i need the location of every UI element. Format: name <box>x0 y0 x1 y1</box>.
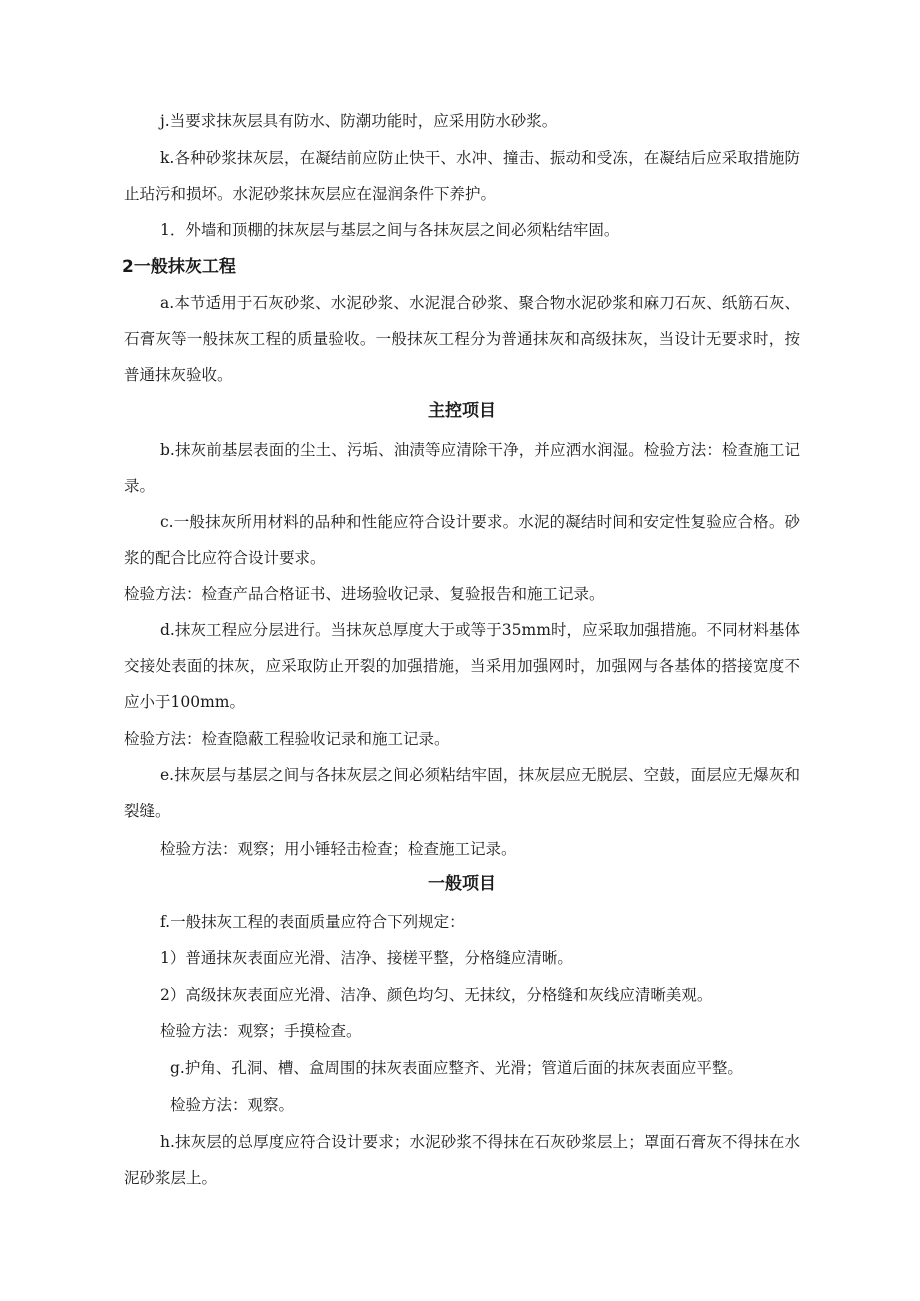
paragraph-d-check: 检验方法：检查隐蔽工程验收记录和施工记录。 <box>124 730 450 748</box>
paragraph-g-check: 检验方法：观察。 <box>170 1096 295 1114</box>
paragraph-c: c.一般抹灰所用材料的品种和性能应符合设计要求。水泥的凝结时间和安定性复验应合格。砂浆的配合比应符合设计要求。 <box>124 513 800 567</box>
paragraph-e-check: 检验方法：观察；用小锤轻击检查；检查施工记录。 <box>160 840 517 858</box>
paragraph-k: k.各种砂浆抹灰层，在凝结前应防止快干、水冲、撞击、振动和受冻，在凝结后应采取措施防止玷污和损坏。水泥砂浆抹灰层应在湿润条件下养护。 <box>124 149 800 203</box>
paragraph-d: d.抹灰工程应分层进行。当抹灰总厚度大于或等于35mm时，应采取加强措施。不同材料基体交接处表面的抹灰，应采取防止开裂的加强措施，当采用加强网时，加强网与各基体的搭接宽度不应小于100mm。 <box>124 621 800 711</box>
paragraph-b: b.抹灰前基层表面的尘土、污垢、油渍等应清除干净，并应洒水润湿。检验方法：检查施工记录。 <box>124 441 800 495</box>
section-heading: 2一般抹灰工程 <box>122 257 236 277</box>
paragraph-f1: 1）普通抹灰表面应光滑、洁净、接槎平整，分格缝应清晰。 <box>160 949 573 967</box>
paragraph-f: f.一般抹灰工程的表面质量应符合下列规定： <box>160 913 465 931</box>
general-items-heading: 一般项目 <box>428 874 496 894</box>
paragraph-c-check: 检验方法：检查产品合格证书、进场验收记录、复验报告和施工记录。 <box>124 585 605 603</box>
paragraph-h: h.抹灰层的总厚度应符合设计要求；水泥砂浆不得抹在石灰砂浆层上；罩面石膏灰不得抹在水泥砂浆层上。 <box>124 1133 800 1187</box>
paragraph-f-check: 检验方法：观察；手摸检查。 <box>160 1022 362 1040</box>
paragraph-g: g.护角、孔洞、槽、盒周围的抹灰表面应整齐、光滑；管道后面的抹灰表面应平整。 <box>170 1059 743 1077</box>
paragraph-e: e.抹灰层与基层之间与各抹灰层之间必须粘结牢固，抹灰层应无脱层、空鼓，面层应无爆灰和裂缝。 <box>124 766 800 820</box>
paragraph-f2: 2）高级抹灰表面应光滑、洁净、颜色均匀、无抹纹，分格缝和灰线应清晰美观。 <box>160 986 713 1004</box>
paragraph-j: j.当要求抹灰层具有防水、防潮功能时，应采用防水砂浆。 <box>160 112 558 130</box>
paragraph-l: 1．外墙和顶棚的抹灰层与基层之间与各抹灰层之间必须粘结牢固。 <box>160 221 620 239</box>
paragraph-a: a.本节适用于石灰砂浆、水泥砂浆、水泥混合砂浆、聚合物水泥砂浆和麻刀石灰、纸筋石灰、石膏灰等一般抹灰工程的质量验收。一般抹灰工程分为普通抹灰和高级抹灰，当设计无要求时，按普通抹灰验收。 <box>124 294 800 384</box>
main-items-heading: 主控项目 <box>428 401 496 421</box>
